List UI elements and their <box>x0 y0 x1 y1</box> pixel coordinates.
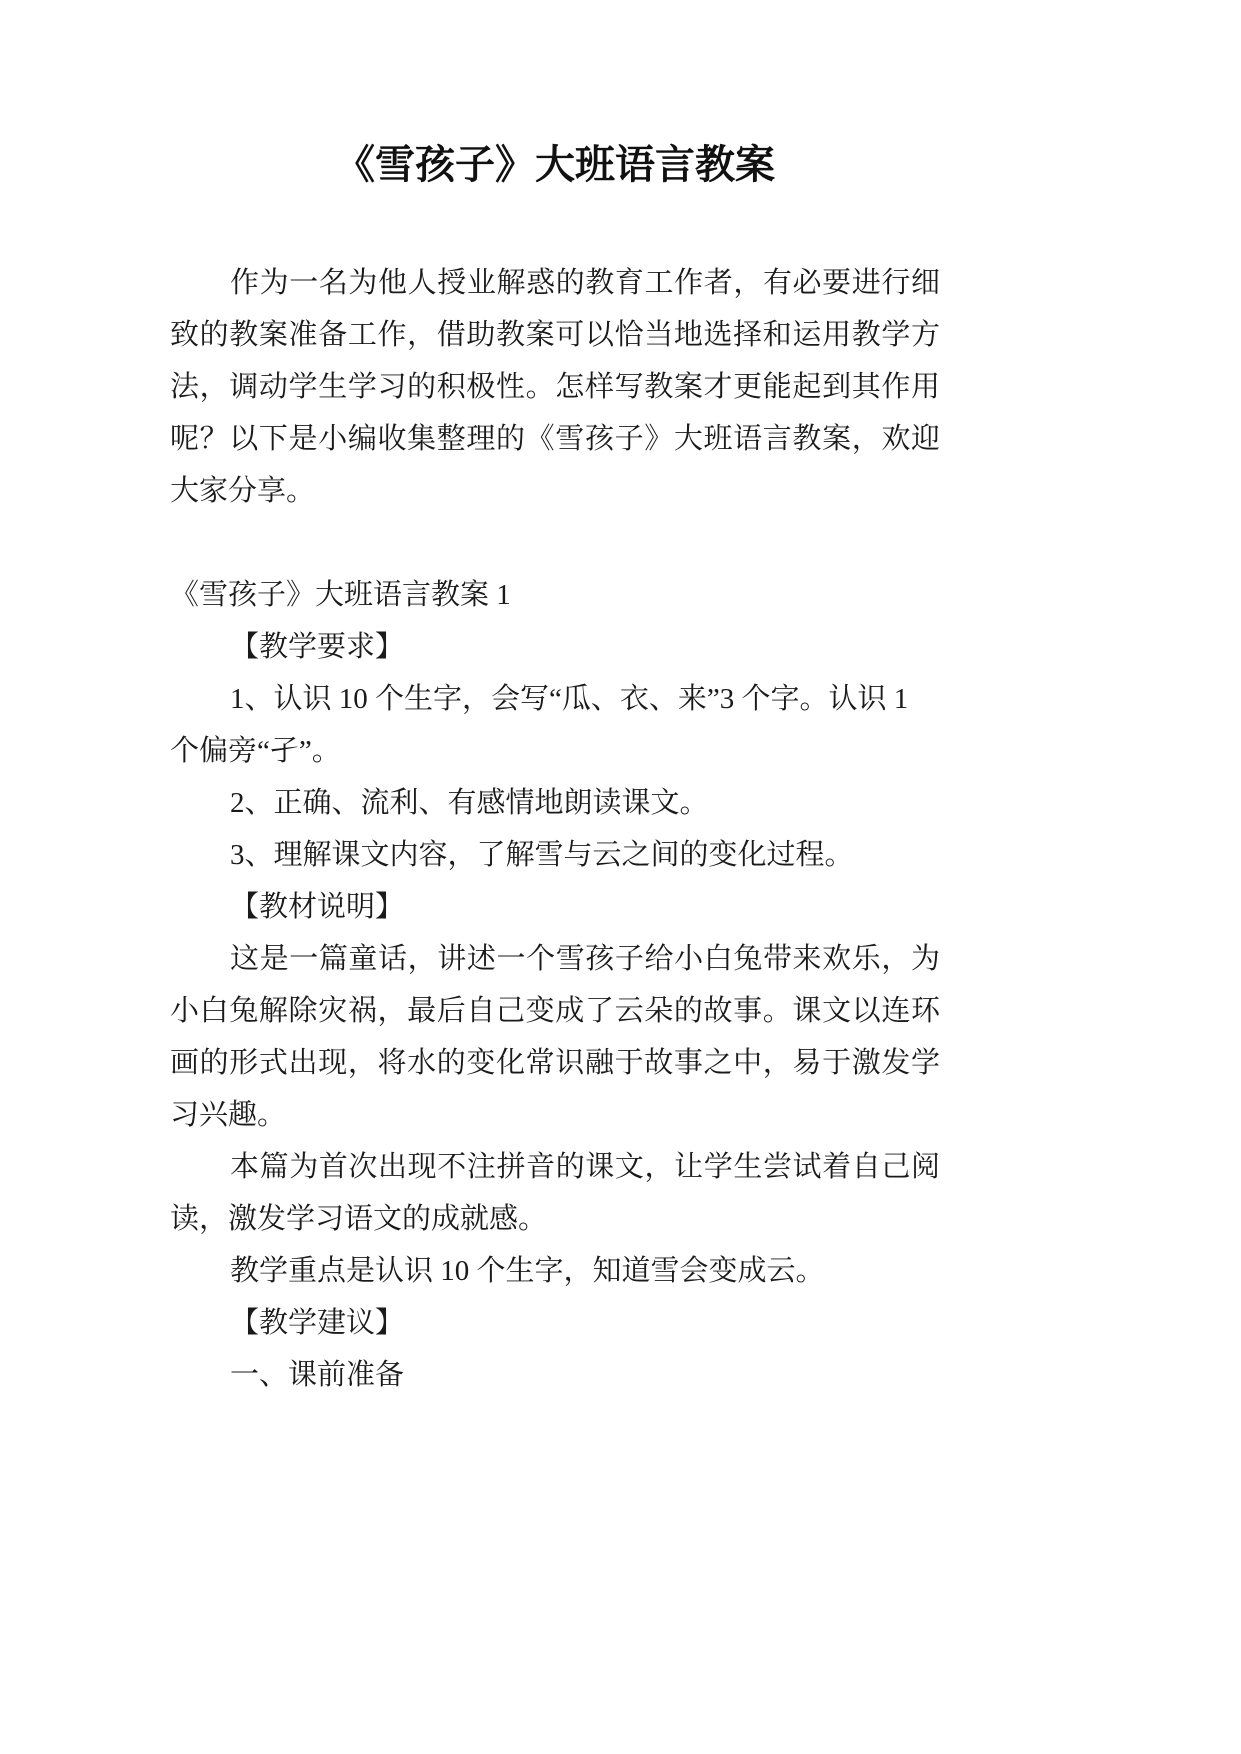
requirement-item-line: 个偏旁“孑”。 <box>170 735 341 767</box>
suggestions-heading: 【教学建议】 <box>230 1307 405 1339</box>
material-paragraph-line: 本篇为首次出现不注拼音的课文，让学生尝试着自己阅 <box>230 1151 940 1183</box>
requirements-heading: 【教学要求】 <box>230 631 405 663</box>
requirement-item: 2、正确、流利、有感情地朗读课文。 <box>230 787 709 819</box>
section-heading: 《雪孩子》大班语言教案 1 <box>170 579 511 611</box>
intro-line: 呢？以下是小编收集整理的《雪孩子》大班语言教案，欢迎 <box>170 423 940 455</box>
intro-line: 法，调动学生学习的积极性。怎样写教案才更能起到其作用 <box>170 371 940 403</box>
blank-line <box>170 517 940 569</box>
intro-line: 作为一名为他人授业解惑的教育工作者，有必要进行细 <box>230 267 940 299</box>
material-paragraph-line: 读，激发学习语文的成就感。 <box>170 1203 548 1235</box>
material-paragraph-line: 教学重点是认识 10 个生字，知道雪会变成云。 <box>230 1255 825 1287</box>
material-paragraph-line: 习兴趣。 <box>170 1099 287 1131</box>
intro-line: 大家分享。 <box>170 475 316 507</box>
intro-line: 致的教案准备工作，借助教案可以恰当地选择和运用教学方 <box>170 319 940 351</box>
material-paragraph-line: 小白兔解除灾祸，最后自己变成了云朵的故事。课文以连环 <box>170 995 940 1027</box>
document-title: 《雪孩子》大班语言教案 <box>335 142 775 187</box>
intro-paragraph <box>170 257 940 517</box>
material-paragraph-line: 画的形式出现，将水的变化常识融于故事之中，易于激发学 <box>170 1047 940 1079</box>
requirement-item-line: 1、认识 10 个生字，会写“瓜、衣、来”3 个字。认识 1 <box>230 683 909 715</box>
material-paragraph-line: 这是一篇童话，讲述一个雪孩子给小白兔带来欢乐，为 <box>230 943 940 975</box>
lesson-plan-section <box>170 569 940 1401</box>
requirement-item: 3、理解课文内容，了解雪与云之间的变化过程。 <box>230 839 854 871</box>
material-heading: 【教材说明】 <box>230 891 405 923</box>
suggestion-item: 一、课前准备 <box>230 1359 405 1391</box>
document-page <box>170 135 940 1401</box>
